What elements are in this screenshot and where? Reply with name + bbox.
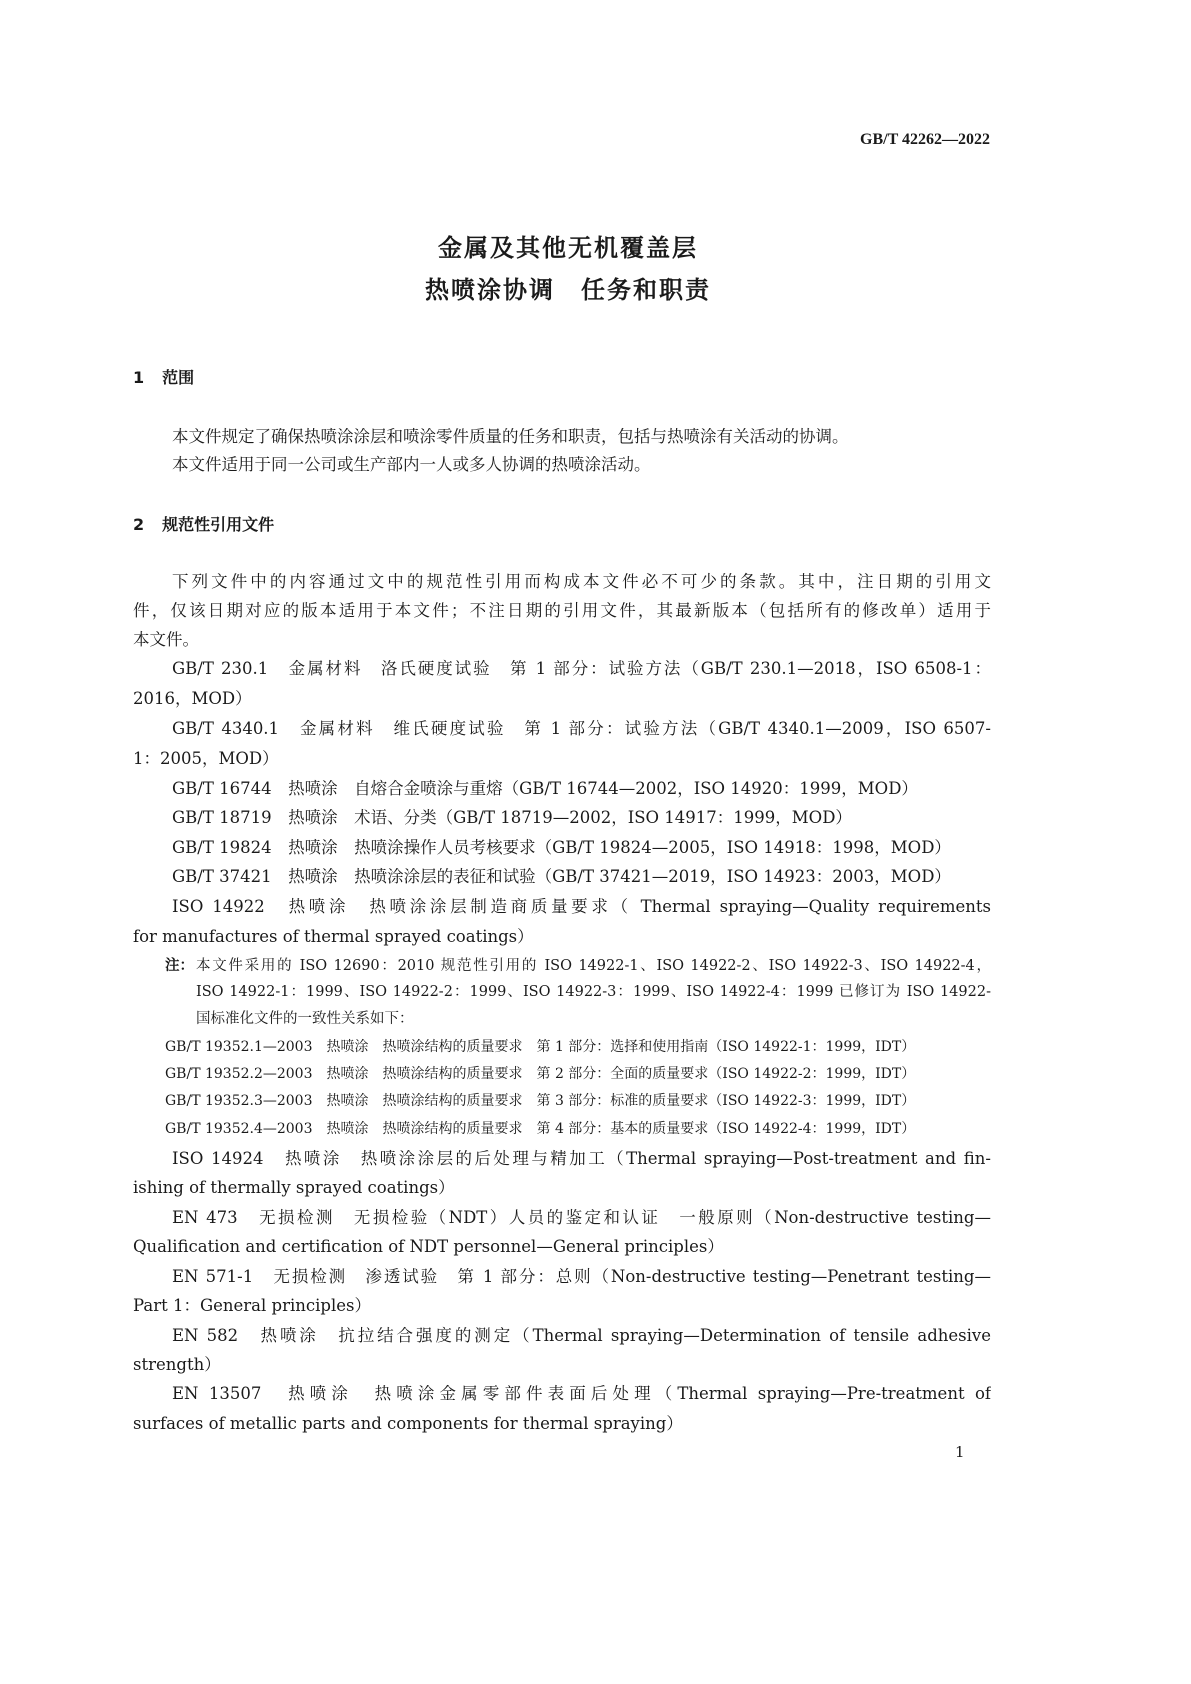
section-2-heading bbox=[133, 512, 292, 535]
reference-line: EN 582 热喷涂 抗拉结合强度的测定（Thermal spraying—Determination of tensile adhesive bbox=[172, 1326, 991, 1345]
reference-line: for manufactures of thermal sprayed coatings） bbox=[133, 927, 534, 946]
reference-line: GB/T 4340.1 金属材料 维氏硬度试验 第 1 部分：试验方法（GB/T 4340.1—2009，ISO 6507- bbox=[172, 719, 991, 738]
reference-line: Qualification and certification of NDT personnel—General principles） bbox=[133, 1237, 724, 1256]
section-number: 1 bbox=[133, 368, 145, 387]
reference-line: 2016，MOD） bbox=[133, 689, 252, 708]
doc-title-line1: 金属及其他无机覆盖层 bbox=[438, 234, 698, 262]
note-line: 国标准化文件的一致性关系如下： bbox=[196, 1011, 414, 1027]
note-line: 本文件采用的 ISO 12690：2010 规范性引用的 ISO 14922-1、ISO 14922-2、ISO 14922-3、ISO 14922-4， bbox=[196, 958, 991, 974]
note-reference: GB/T 19352.3—2003 热喷涂 热喷涂结构的质量要求 第 3 部分：标准的质量要求（ISO 14922-3：1999，IDT） bbox=[165, 1093, 916, 1109]
reference-line: ISO 14922 热喷涂 热喷涂涂层制造商质量要求（ Thermal spraying—Quality requirements bbox=[172, 897, 991, 916]
note-label: 注： bbox=[165, 957, 194, 974]
reference-line: Part 1：General principles） bbox=[133, 1296, 371, 1315]
paragraph-line: 本文件规定了确保热喷涂涂层和喷涂零件质量的任务和职责，包括与热喷涂有关活动的协调。 bbox=[172, 427, 849, 446]
note-reference: GB/T 19352.4—2003 热喷涂 热喷涂结构的质量要求 第 4 部分：基本的质量要求（ISO 14922-4：1999，IDT） bbox=[165, 1121, 916, 1137]
paragraph-line: 件，仅该日期对应的版本适用于本文件；不注日期的引用文件，其最新版本（包括所有的修改单）适用于 bbox=[133, 601, 991, 620]
reference-line: GB/T 19824 热喷涂 热喷涂操作人员考核要求（GB/T 19824—2005，ISO 14918：1998，MOD） bbox=[172, 838, 951, 857]
paragraph-line: 本文件适用于同一公司或生产部内一人或多人协调的热喷涂活动。 bbox=[172, 455, 651, 474]
reference-line: EN 571-1 无损检测 渗透试验 第 1 部分：总则（Non-destructive testing—Penetrant testing— bbox=[172, 1267, 991, 1286]
section-title: 范围 bbox=[162, 368, 195, 387]
note-line: ISO 14922-1：1999、ISO 14922-2：1999、ISO 14922-3：1999、ISO 14922-4：1999 已修订为 ISO 14922- bbox=[196, 984, 991, 1000]
reference-line: surfaces of metallic parts and components for thermal spraying） bbox=[133, 1414, 683, 1433]
standard-code: GB/T 42262—2022 bbox=[860, 131, 990, 148]
paragraph-line: 本文件。 bbox=[133, 630, 199, 649]
reference-line: EN 473 无损检测 无损检验（NDT）人员的鉴定和认证 一般原则（Non-destructive testing— bbox=[172, 1208, 991, 1227]
note-reference: GB/T 19352.2—2003 热喷涂 热喷涂结构的质量要求 第 2 部分：全面的质量要求（ISO 14922-2：1999，IDT） bbox=[165, 1066, 916, 1082]
reference-line: ishing of thermally sprayed coatings） bbox=[133, 1178, 455, 1197]
section-1-heading bbox=[133, 365, 212, 388]
reference-line: GB/T 16744 热喷涂 自熔合金喷涂与重熔（GB/T 16744—2002，ISO 14920：1999，MOD） bbox=[172, 779, 918, 798]
reference-line: GB/T 37421 热喷涂 热喷涂涂层的表征和试验（GB/T 37421—2019，ISO 14923：2003，MOD） bbox=[172, 867, 951, 886]
reference-line: GB/T 230.1 金属材料 洛氏硬度试验 第 1 部分：试验方法（GB/T 230.1—2018，ISO 6508-1： bbox=[172, 659, 991, 678]
note-reference: GB/T 19352.1—2003 热喷涂 热喷涂结构的质量要求 第 1 部分：选择和使用指南（ISO 14922-1：1999，IDT） bbox=[165, 1039, 916, 1055]
reference-line: 1：2005，MOD） bbox=[133, 749, 279, 768]
reference-line: strength） bbox=[133, 1355, 221, 1374]
doc-title-line2: 热喷涂协调 任务和职责 bbox=[425, 276, 711, 304]
reference-line: EN 13507 热喷涂 热喷涂金属零部件表面后处理（Thermal spraying—Pre-treatment of bbox=[172, 1384, 991, 1403]
reference-line: ISO 14924 热喷涂 热喷涂涂层的后处理与精加工（Thermal spraying—Post-treatment and fin- bbox=[172, 1149, 991, 1168]
paragraph-line: 下列文件中的内容通过文中的规范性引用而构成本文件必不可少的条款。其中，注日期的引用文 bbox=[172, 572, 991, 591]
section-number: 2 bbox=[133, 515, 145, 534]
section-title: 规范性引用文件 bbox=[162, 515, 275, 534]
page-number: 1 bbox=[955, 1443, 965, 1461]
reference-line: GB/T 18719 热喷涂 术语、分类（GB/T 18719—2002，ISO 14917：1999，MOD） bbox=[172, 808, 852, 827]
